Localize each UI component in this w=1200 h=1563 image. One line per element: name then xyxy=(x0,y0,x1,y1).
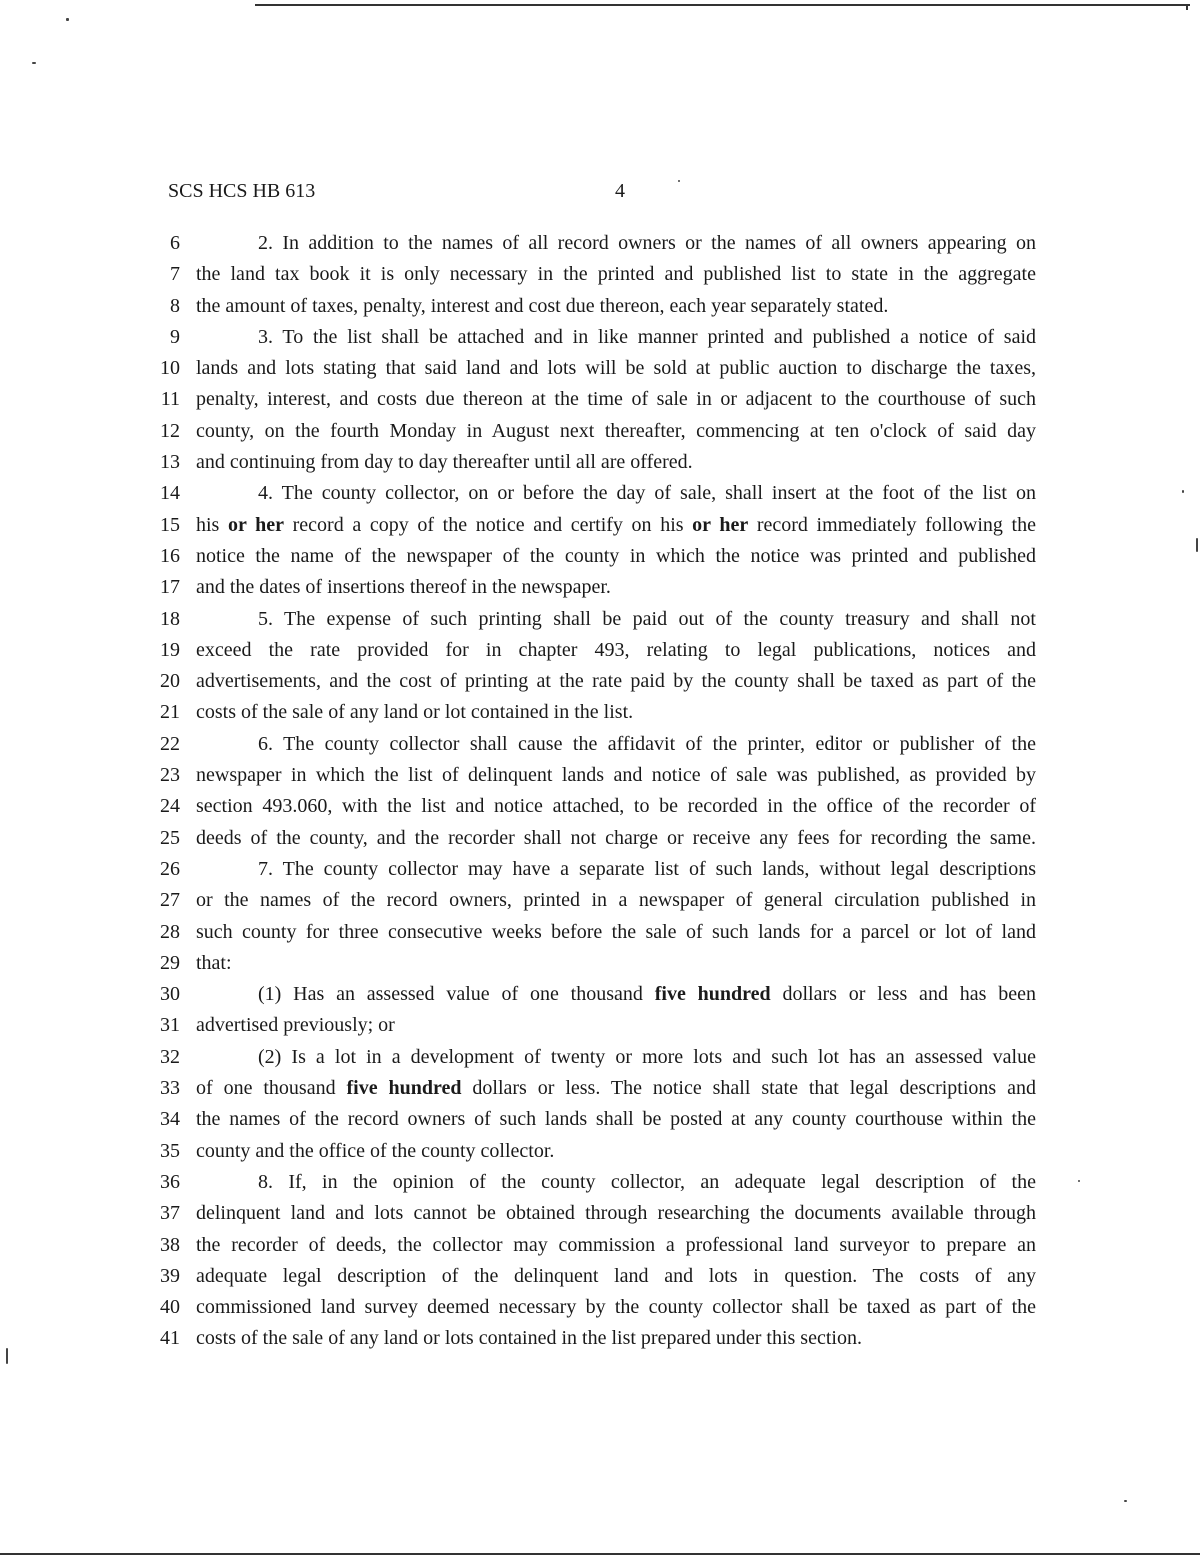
text-run: newspaper in which the list of delinquent lands and notice of sale was published, as provided by xyxy=(196,764,1036,787)
numbered-line xyxy=(148,1230,1048,1261)
text-run: deeds of the county, and the recorder shall not charge or receive any fees for recording the same. xyxy=(196,826,1036,849)
text-run: that: xyxy=(196,951,232,974)
numbered-line xyxy=(148,854,1048,885)
text-run: record a copy of the notice and certify on his xyxy=(284,513,693,536)
line-text xyxy=(196,917,1036,948)
line-number: 6 xyxy=(170,232,180,254)
text-run: exceed the rate provided for in chapter 493, relating to legal publications, notices and xyxy=(196,638,1036,661)
line-number: 24 xyxy=(160,795,180,818)
text-run: 4. The county collector, on or before the day of sale, shall insert at the foot of the list on xyxy=(258,482,1036,505)
numbered-line xyxy=(148,1323,1048,1354)
line-number: 19 xyxy=(160,638,180,661)
line-text xyxy=(196,1198,1036,1229)
numbered-line xyxy=(148,1167,1048,1198)
text-run: the amount of taxes, penalty, interest and cost due thereon, each year separately stated. xyxy=(196,294,889,317)
line-number: 8 xyxy=(170,294,180,317)
line-text xyxy=(196,604,1036,635)
line-text xyxy=(196,572,1036,603)
page-number: 4 xyxy=(615,180,625,202)
line-number: 18 xyxy=(160,607,180,630)
numbered-line xyxy=(148,979,1048,1010)
numbered-line xyxy=(148,510,1048,541)
line-text xyxy=(196,948,1036,979)
numbered-line xyxy=(148,228,1048,259)
line-text xyxy=(196,384,1036,415)
numbered-line xyxy=(148,791,1048,822)
numbered-line xyxy=(148,416,1048,447)
text-run: notice the name of the newspaper of the county in which the notice was printed and published xyxy=(196,544,1036,567)
bill-identifier: SCS HCS HB 613 xyxy=(168,180,316,202)
line-text xyxy=(196,1010,1036,1041)
line-text xyxy=(196,760,1036,791)
line-number: 36 xyxy=(160,1170,180,1193)
text-run: advertised previously; or xyxy=(196,1014,395,1037)
numbered-line xyxy=(148,259,1048,290)
numbered-line xyxy=(148,666,1048,697)
text-run: the recorder of deeds, the collector may commission a professional land surveyor to prepare an xyxy=(196,1233,1036,1256)
line-number: 9 xyxy=(170,325,180,348)
text-run: 2. In addition to the names of all record owners or the names of all owners appearing on xyxy=(258,232,1036,254)
line-number: 14 xyxy=(160,482,180,505)
line-number: 33 xyxy=(160,1077,180,1100)
line-text xyxy=(196,854,1036,885)
text-run: delinquent land and lots cannot be obtained through researching the documents available through xyxy=(196,1202,1036,1225)
numbered-line xyxy=(148,1073,1048,1104)
text-run: such county for three consecutive weeks before the sale of such lands for a parcel or lot of land xyxy=(196,920,1036,943)
line-number: 26 xyxy=(160,857,180,880)
text-run: the names of the record owners of such lands shall be posted at any county courthouse within the xyxy=(196,1108,1036,1131)
line-text xyxy=(196,697,1036,728)
line-number: 35 xyxy=(160,1139,180,1162)
bill-text-body xyxy=(148,228,1048,1355)
numbered-line xyxy=(148,1104,1048,1135)
line-number: 23 xyxy=(160,764,180,787)
line-number: 31 xyxy=(160,1014,180,1037)
line-number: 25 xyxy=(160,826,180,849)
line-number: 7 xyxy=(170,263,180,286)
line-number: 40 xyxy=(160,1296,180,1319)
numbered-line xyxy=(148,635,1048,666)
numbered-line xyxy=(148,572,1048,603)
text-run: county and the office of the county collector. xyxy=(196,1139,555,1162)
line-number: 32 xyxy=(160,1045,180,1068)
line-number: 17 xyxy=(160,576,180,599)
text-run: dollars or less and has been xyxy=(770,983,1036,1006)
line-text xyxy=(196,635,1036,666)
scan-speck xyxy=(1182,490,1184,493)
line-text xyxy=(196,291,1036,322)
text-run: county, on the fourth Monday in August next thereafter, commencing at ten o'clock of said day xyxy=(196,419,1036,442)
line-text xyxy=(196,666,1036,697)
text-run: section 493.060, with the list and notice attached, to be recorded in the office of the recorder of xyxy=(196,795,1036,818)
line-text xyxy=(196,259,1036,290)
numbered-line xyxy=(148,760,1048,791)
numbered-line xyxy=(148,823,1048,854)
numbered-line xyxy=(148,604,1048,635)
text-run: commissioned land survey deemed necessary by the county collector shall be taxed as part of the xyxy=(196,1296,1036,1319)
line-text xyxy=(196,979,1036,1010)
text-run: of one thousand xyxy=(196,1077,347,1100)
line-number: 27 xyxy=(160,889,180,912)
line-number: 22 xyxy=(160,732,180,755)
numbered-line xyxy=(148,948,1048,979)
line-number: 21 xyxy=(160,701,180,724)
line-text xyxy=(196,353,1036,384)
line-number: 34 xyxy=(160,1108,180,1131)
line-number: 20 xyxy=(160,670,180,693)
line-text xyxy=(196,729,1036,760)
line-text xyxy=(196,541,1036,572)
text-run: 3. To the list shall be attached and in like manner printed and published a notice of said xyxy=(258,325,1036,348)
line-text xyxy=(196,1073,1036,1104)
text-run: costs of the sale of any land or lots contained in the list prepared under this section. xyxy=(196,1327,862,1350)
numbered-line xyxy=(148,885,1048,916)
line-number: 38 xyxy=(160,1233,180,1256)
line-number: 13 xyxy=(160,451,180,474)
numbered-line xyxy=(148,1292,1048,1323)
line-text xyxy=(196,228,1036,259)
numbered-line xyxy=(148,917,1048,948)
line-number: 39 xyxy=(160,1264,180,1287)
bold-inserted-text: or her xyxy=(227,513,285,536)
numbered-line xyxy=(148,291,1048,322)
line-text xyxy=(196,885,1036,916)
text-run: his xyxy=(196,513,228,536)
line-text xyxy=(196,1323,1036,1354)
text-run: lands and lots stating that said land and lots will be sold at public auction to discharge the taxes, xyxy=(196,357,1036,380)
scan-speck xyxy=(66,18,69,21)
line-text xyxy=(196,447,1036,478)
numbered-line xyxy=(148,478,1048,509)
line-text xyxy=(196,510,1036,541)
scan-speck xyxy=(1196,538,1198,552)
line-text xyxy=(196,1042,1036,1073)
line-number: 12 xyxy=(160,419,180,442)
line-text xyxy=(196,823,1036,854)
text-run: costs of the sale of any land or lot contained in the list. xyxy=(196,701,634,724)
line-number: 37 xyxy=(160,1202,180,1225)
line-number: 15 xyxy=(160,513,180,536)
line-text xyxy=(196,1104,1036,1135)
line-text xyxy=(196,322,1036,353)
text-run: record immediately following the xyxy=(748,513,1036,536)
line-number: 11 xyxy=(160,388,180,411)
page-header xyxy=(168,180,768,210)
text-run: 5. The expense of such printing shall be paid out of the county treasury and shall not xyxy=(258,607,1036,630)
text-run: 6. The county collector shall cause the affidavit of the printer, editor or publisher of the xyxy=(258,732,1036,755)
line-text xyxy=(196,1230,1036,1261)
text-run: penalty, interest, and costs due thereon at the time of sale in or adjacent to the courthouse of such xyxy=(196,388,1036,411)
text-run: advertisements, and the cost of printing at the rate paid by the county shall be taxed as part of the xyxy=(196,670,1036,693)
line-text xyxy=(196,1136,1036,1167)
line-text xyxy=(196,1167,1036,1198)
scan-speck xyxy=(6,1348,8,1364)
text-run: and the dates of insertions thereof in the newspaper. xyxy=(196,576,611,599)
numbered-line xyxy=(148,1198,1048,1229)
text-run: (2) Is a lot in a development of twenty or more lots and such lot has an assessed value xyxy=(258,1045,1036,1068)
text-run: 7. The county collector may have a separate list of such lands, without legal descriptions xyxy=(258,857,1036,880)
top-border-corner xyxy=(1186,4,1188,10)
numbered-line xyxy=(148,447,1048,478)
numbered-line xyxy=(148,697,1048,728)
bottom-border-line xyxy=(0,1553,1200,1555)
line-text xyxy=(196,1261,1036,1292)
line-text xyxy=(196,1292,1036,1323)
numbered-line xyxy=(148,384,1048,415)
line-number: 30 xyxy=(160,983,180,1006)
bold-inserted-text: five hundred xyxy=(346,1077,462,1100)
numbered-line xyxy=(148,353,1048,384)
line-number: 10 xyxy=(160,357,180,380)
line-text xyxy=(196,416,1036,447)
text-run: 8. If, in the opinion of the county collector, an adequate legal description of the xyxy=(258,1170,1036,1193)
text-run: adequate legal description of the delinquent land and lots in question. The costs of any xyxy=(196,1264,1036,1287)
text-run: dollars or less. The notice shall state that legal descriptions and xyxy=(461,1077,1036,1100)
numbered-line xyxy=(148,1261,1048,1292)
scan-speck xyxy=(1124,1500,1127,1502)
scan-speck xyxy=(32,62,36,64)
text-run: the land tax book it is only necessary in the printed and published list to state in the aggregate xyxy=(196,263,1036,286)
text-run: or the names of the record owners, printed in a newspaper of general circulation published in xyxy=(196,889,1036,912)
text-run: (1) Has an assessed value of one thousand xyxy=(258,983,655,1006)
numbered-line xyxy=(148,322,1048,353)
numbered-line xyxy=(148,1042,1048,1073)
numbered-line xyxy=(148,541,1048,572)
numbered-line xyxy=(148,1136,1048,1167)
top-border-line xyxy=(255,4,1190,6)
bold-inserted-text: or her xyxy=(692,513,749,536)
line-number: 28 xyxy=(160,920,180,943)
numbered-line xyxy=(148,1010,1048,1041)
line-text xyxy=(196,791,1036,822)
line-number: 41 xyxy=(160,1327,180,1350)
line-number: 29 xyxy=(160,951,180,974)
line-number: 16 xyxy=(160,544,180,567)
bold-inserted-text: five hundred xyxy=(654,983,771,1006)
scan-speck xyxy=(1078,1180,1080,1182)
text-run: and continuing from day to day thereafter until all are offered. xyxy=(196,451,693,474)
line-text xyxy=(196,478,1036,509)
numbered-line xyxy=(148,729,1048,760)
